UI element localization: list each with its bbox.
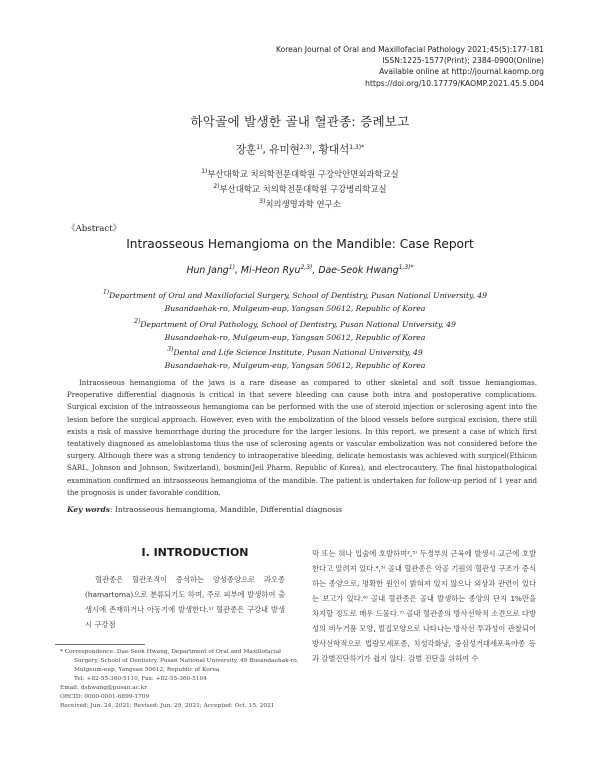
author-sup: 2,3) [299, 144, 312, 151]
korean-title: 하악골에 발생한 골내 혈관종: 증례보고 [190, 114, 410, 129]
english-authors: Hun Jang$^{1)}$, Mi-Heon Ryu$^{2,3)}$, Dae-Seok Hwang$^{1,3)*}$ [186, 264, 414, 276]
author-sup: 1) [228, 264, 235, 271]
author-name: 유미현 [269, 144, 300, 156]
abstract-text: Intraosseous hemangioma of the jaws is a rare disease as compared to other skeletal and soft tissue hemangiomas. Preoperative differential diagnosis is critical in that severe bleeding can cause both intra and postoperative complications. Surgical excision of the intraosseous hemangioma can be performed with the use of steroid injection or sclerosing agent into the lesion before the surgical approach. However, even with the embolization of the blood vessels before surgical excision, there still exists a risk of massive hemorrhage during the procedure for the larger lesions. In this report, we present a case of which first tentatively diagnosed as ameloblastoma thus the use of sclerosing agents or vascular embolization was not considered before the surgery. Although there was a strong tendency to intraoperative bleeding, delicate hemostasis was achieved with surgicel(Ethicon SARL, Johnson and Johnson, Switzerland), bosmin(Jeil Pharm, Republic of Korea), and electrocautery. The final histopathological examination confirmed an intraosseous hemangioma of the mandible. The patient is undertaken for follow-up period of 1 year and the prognosis is under favorable condition. [67, 378, 537, 497]
abstract-label: 《Abstract》 [67, 224, 122, 234]
intro-right-column: 막 또는 혀나 입술에 호발하며²,³⁾ 두경부의 근육에 발생시 교근에 호발한다고 알려져 있다.⁴,⁵⁾ 골내 혈관종은 악골 기원의 혈관성 구조가 증식하는 종양으로, 명확한 원인이 밝혀져 있지 않으나 외상과 관련이 있다는 보고가 있다.⁶⁾ 골내 혈관종은 골내 발생하는 종양의 단지 1%만을 차지할 정도로 매우 드물다.⁷⁾ 골내 혈관종의 방사선학적 소견으로 다방성의 비누거품 모양, 벌집모양으로 나타나는 방사선 투과성이 관찰되어 방사선학적으로 법랑모세포종, 치성각화낭, 중심성거대세포육아종 등과 감별진단하기가 쉽지 않다. 감별 진단을 위하여 수 [312, 549, 536, 663]
intro-left-column: 혈관종은 혈관조직이 증식하는 양성종양으로 과오종(hamartoma)으로 분류되기도 하며, 주로 피부에 발생하여 출생시에 존재하거나 아동기에 발생한다.¹⁾ 혈관종은 구강내 발생시 구강점 [85, 575, 285, 629]
correspondence-footnote: * Correspondence: Dae-Seok Hwang, Department of Oral and Maxillofacial Surgery, School of Dentistry, Pusan National University, 49 Busandaehak-ro, Mulgeum-eup, Yangsan 50612, Republic of Korea Tel: +82-55-360-5110, Fax: +82-55-360-5104 Email: dshwang@pusan.ac.kr ORCID: 0000-0001-6899-1709 Received: Jun. 24, 2021; Revised: Jun. 29, 2021; Accepted: Oct. 15, 2021 [60, 649, 299, 709]
journal-header [214, 44, 544, 89]
author-name: Dae-Seok Hwang [318, 265, 399, 276]
author-sup: 1,3)* [349, 144, 365, 151]
journal-issn: ISSN:1225-1577(Print); 2384-0900(Online) [382, 56, 544, 66]
footnote-email[interactable]: Email: dshwang@pusan.ac.kr [60, 685, 148, 691]
author-name: 장훈 [235, 144, 257, 156]
author-name: 황대석 [318, 144, 350, 156]
english-affiliation-2: $^{2)}$Department of Oral Pathology, School of Dentistry, Pusan National University, 49 Busandaehak-ro, Mulgeum-eup, Yangsan 50612, Republic of Korea [134, 318, 456, 342]
korean-affiliation-2: $^{2)}$부산대학교 치의학전문대학원 구강병리학교실 [213, 183, 387, 194]
korean-authors: 장훈$^{1)}$, 유미현$^{2,3)}$, 황대석$^{1,3)*}$ [235, 144, 365, 156]
footnote-orcid: ORCID: 0000-0001-6899-1709 [60, 694, 150, 700]
author-name: Mi-Heon Ryu [240, 265, 301, 276]
keywords [67, 505, 537, 514]
author-sup: 2,3) [300, 264, 313, 271]
korean-affiliation-1: $^{1)}$부산대학교 치의학전문대학원 구강악안면외과학교실 [201, 168, 399, 179]
journal-citation: Korean Journal of Oral and Maxillofacial Pathology 2021;45(5):177-181 [275, 45, 544, 54]
journal-doi[interactable]: https://doi.org/10.17779/KAOMP.2021.45.5.004 [365, 78, 544, 88]
footnote-divider [55, 644, 145, 645]
korean-affiliation-3: $^{3)}$치의생명과학 연구소 [259, 198, 341, 209]
author-name: Hun Jang [186, 265, 229, 276]
section-heading-introduction: Ⅰ. INTRODUCTION [141, 546, 249, 559]
author-sup: 1,3)* [398, 264, 414, 271]
footnote-dates: Received: Jun. 24, 2021; Revised: Jun. 29, 2021; Accepted: Oct. 15, 2021 [60, 703, 275, 709]
keywords-label: Key words [67, 505, 110, 514]
english-title: Intraosseous Hemangioma on the Mandible: Case Report [126, 237, 474, 251]
journal-available: Available online at http://journal.kaomp.org [379, 67, 544, 77]
keywords-text: : Intraosseous hemangioma, Mandible, Differential diagnosis [109, 505, 342, 514]
english-affiliation-3: $^{3)}$Dental and Life Science Institute, Pusan National University, 49 Busandaehak-ro, Mulgeum-eup, Yangsan 50612, Republic of Korea [164, 346, 426, 370]
author-sup: 1) [256, 144, 263, 151]
english-affiliation-1: $^{1)}$Department of Oral and Maxillofacial Surgery, School of Dentistry, Pusan National University, 49 Busandaehak-ro, Mulgeum-eup, Yangsan 50612, Republic of Korea [102, 289, 488, 313]
